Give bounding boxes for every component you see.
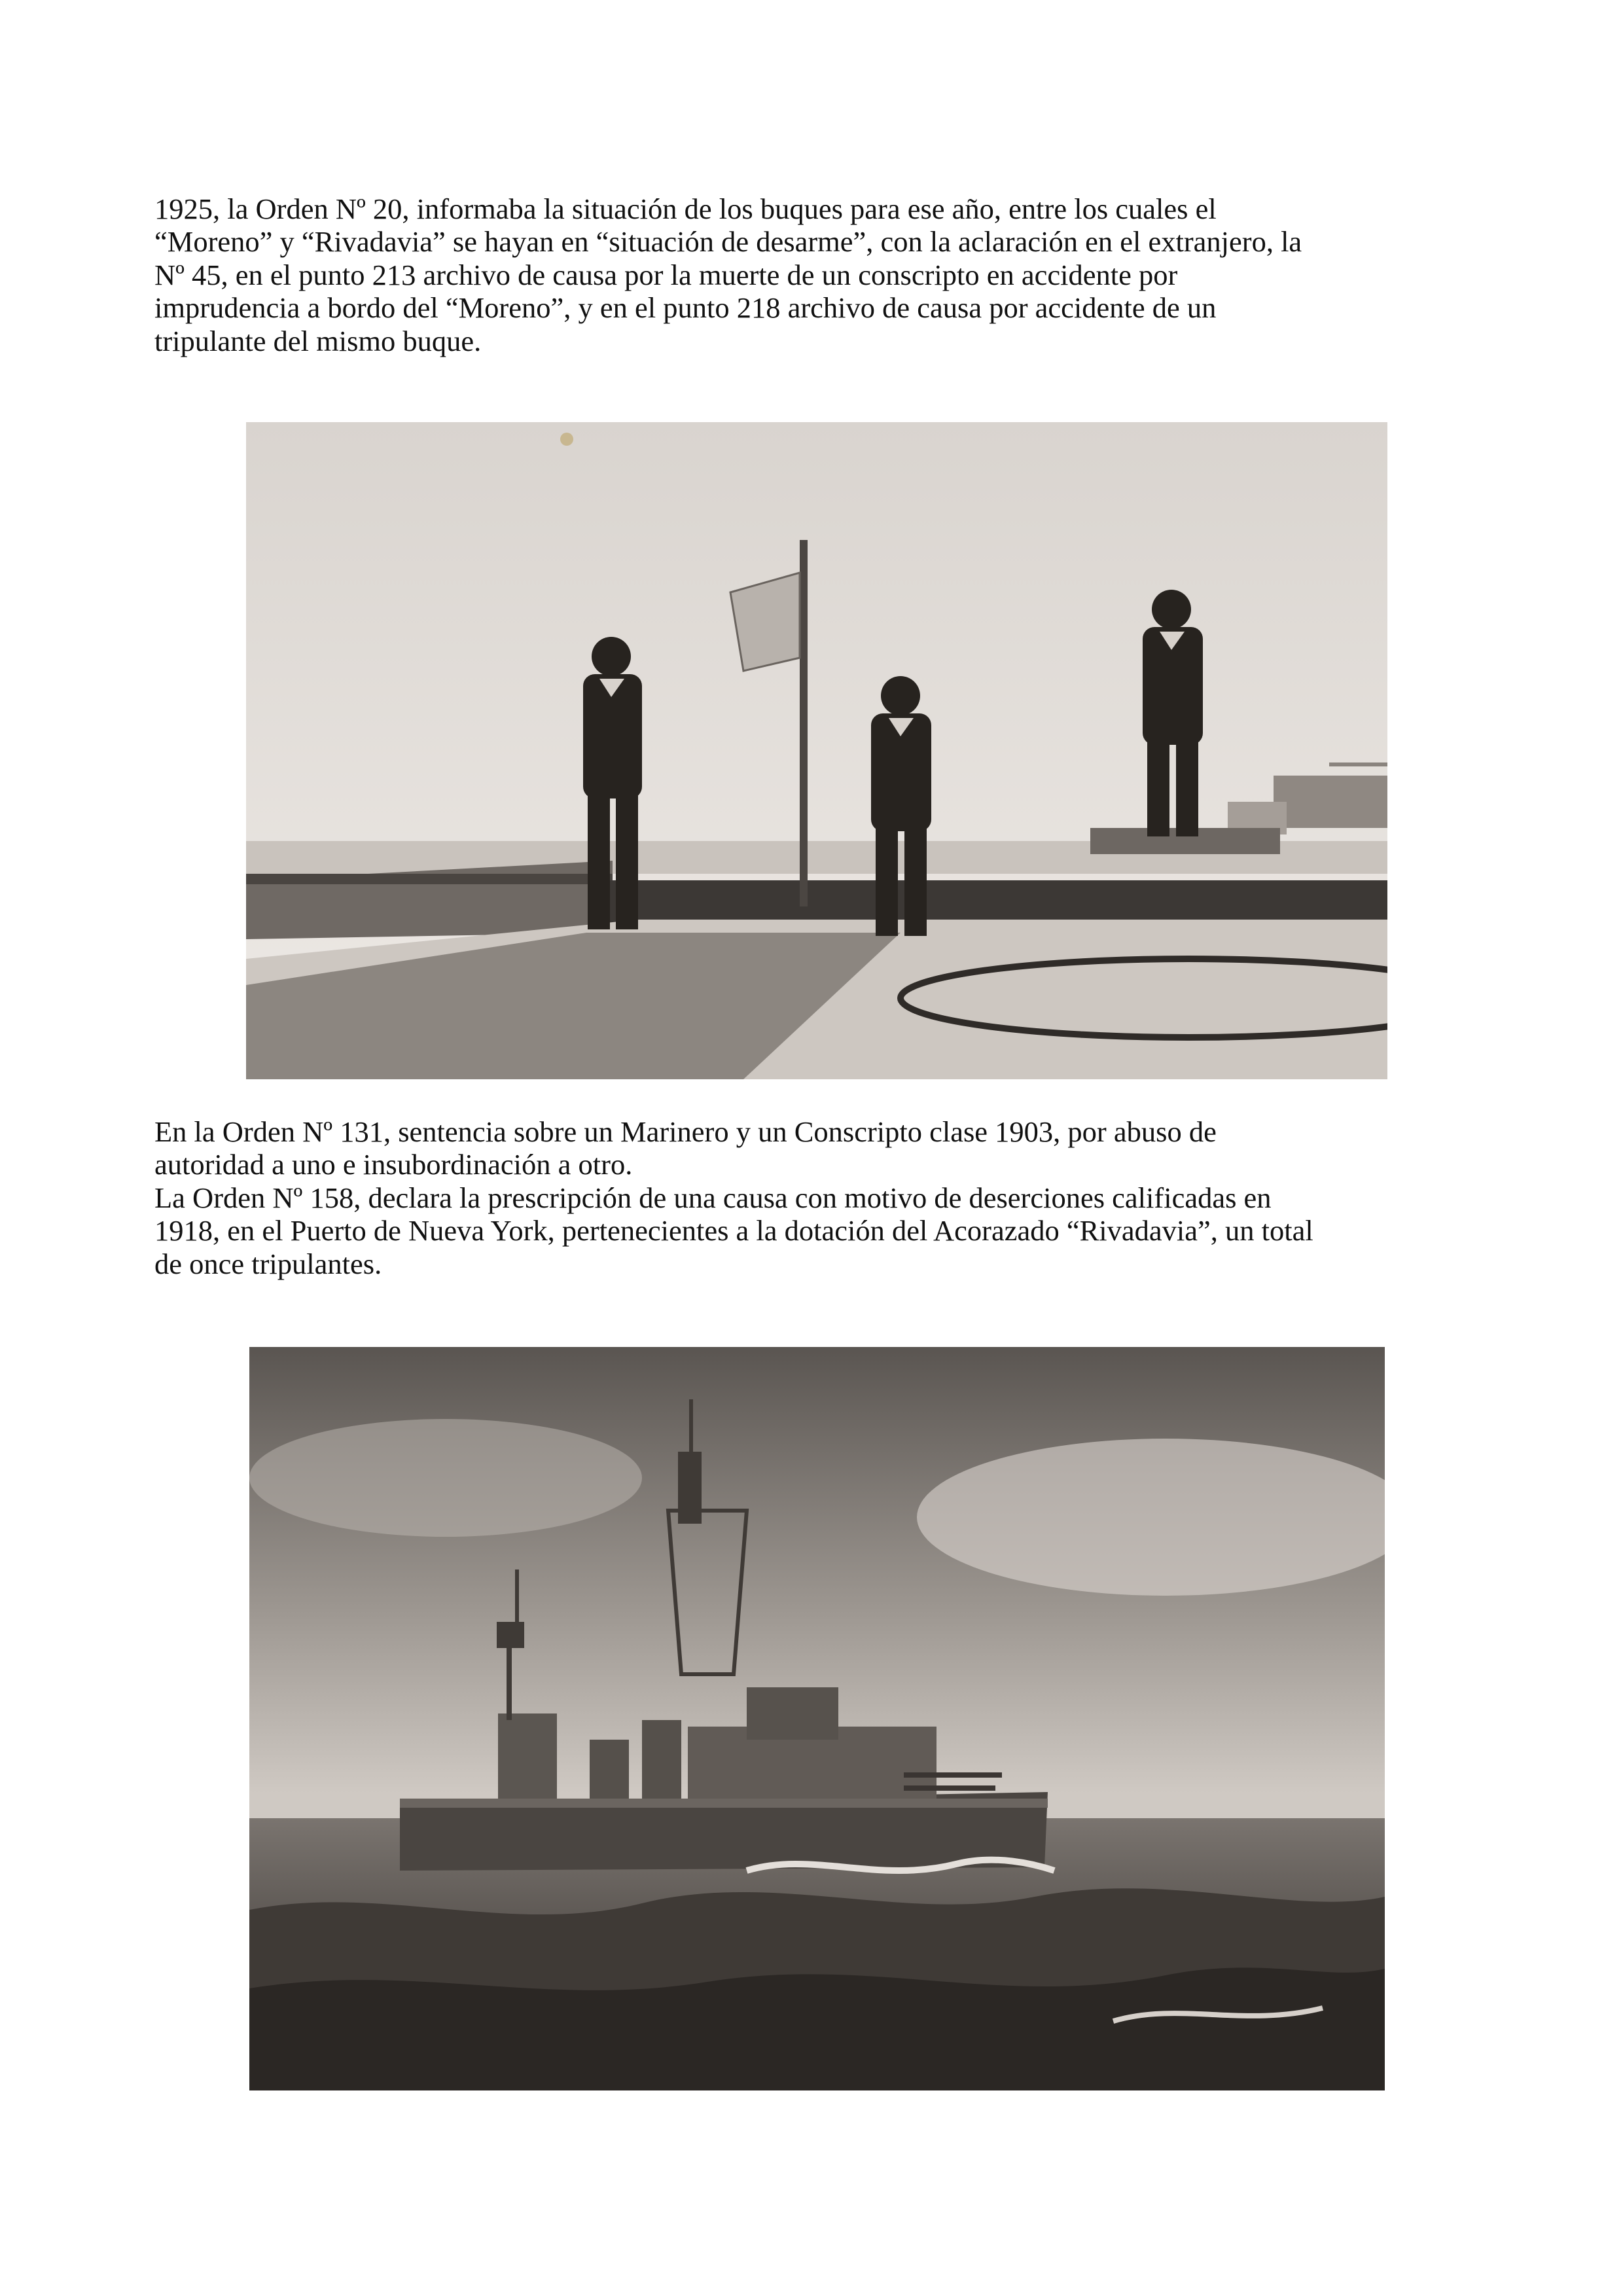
paragraph-1 xyxy=(154,192,1483,357)
paragraph-1-line: Nº 45, en el punto 213 archivo de causa por la muerte de un conscripto en accidente por xyxy=(154,258,1178,291)
paragraph-2 xyxy=(154,1115,1483,1280)
paragraph-2-line: autoridad a uno e insubordinación a otro. xyxy=(154,1148,633,1181)
paragraph-1-line: tripulante del mismo buque. xyxy=(154,324,482,357)
paragraph-2-line: 1918, en el Puerto de Nueva York, pertenecientes a la dotación del Acorazado “Rivadavia”, un total xyxy=(154,1214,1313,1247)
paragraph-2-line: La Orden Nº 158, declara la prescripción de una causa con motivo de deserciones calificadas en xyxy=(154,1181,1272,1214)
sailors-on-deck-photo xyxy=(246,422,1387,1079)
paragraph-1-line: imprudencia a bordo del “Moreno”, y en el punto 218 archivo de causa por accidente de un xyxy=(154,291,1217,325)
paragraph-2-line: En la Orden Nº 131, sentencia sobre un Marinero y un Conscripto clase 1903, por abuso de xyxy=(154,1115,1217,1148)
battleship-painting xyxy=(249,1347,1385,2090)
paragraph-1-line: 1925, la Orden Nº 20, informaba la situación de los buques para ese año, entre los cuales el xyxy=(154,192,1217,225)
paragraph-1-line: “Moreno” y “Rivadavia” se hayan en “situación de desarme”, con la aclaración en el extranjero, la xyxy=(154,225,1302,259)
paragraph-2-line: de once tripulantes. xyxy=(154,1247,382,1280)
